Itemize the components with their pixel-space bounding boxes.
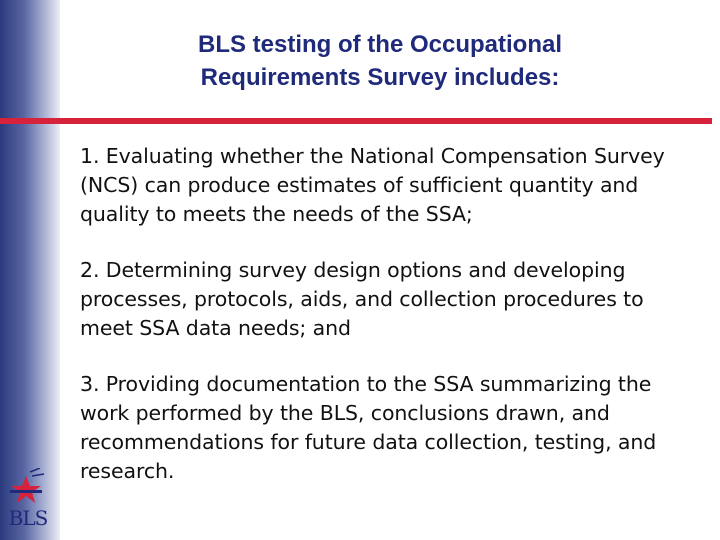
list-item: 3. Providing documentation to the SSA summarizing the work performed by the BLS, conclusions drawn, and recommendations for future data collection, testing, and research. [80, 372, 657, 483]
item-list [80, 142, 690, 513]
slide-title [100, 28, 660, 94]
list-item: 2. Determining survey design options and developing processes, protocols, aids, and collection procedures to meet SSA data needs; and [80, 258, 644, 340]
logo-text: BLS [8, 506, 48, 530]
title-line-1: BLS testing of the Occupational [197, 31, 563, 58]
bls-logo [4, 468, 52, 530]
title-line-2: Requirements Survey includes: [200, 64, 560, 91]
star-icon [4, 468, 52, 508]
title-divider [0, 118, 712, 124]
list-item: 1. Evaluating whether the National Compensation Survey (NCS) can produce estimates of sufficient quantity and quality to meets the needs of the SSA; [80, 144, 665, 226]
left-gradient-bar [0, 0, 60, 540]
